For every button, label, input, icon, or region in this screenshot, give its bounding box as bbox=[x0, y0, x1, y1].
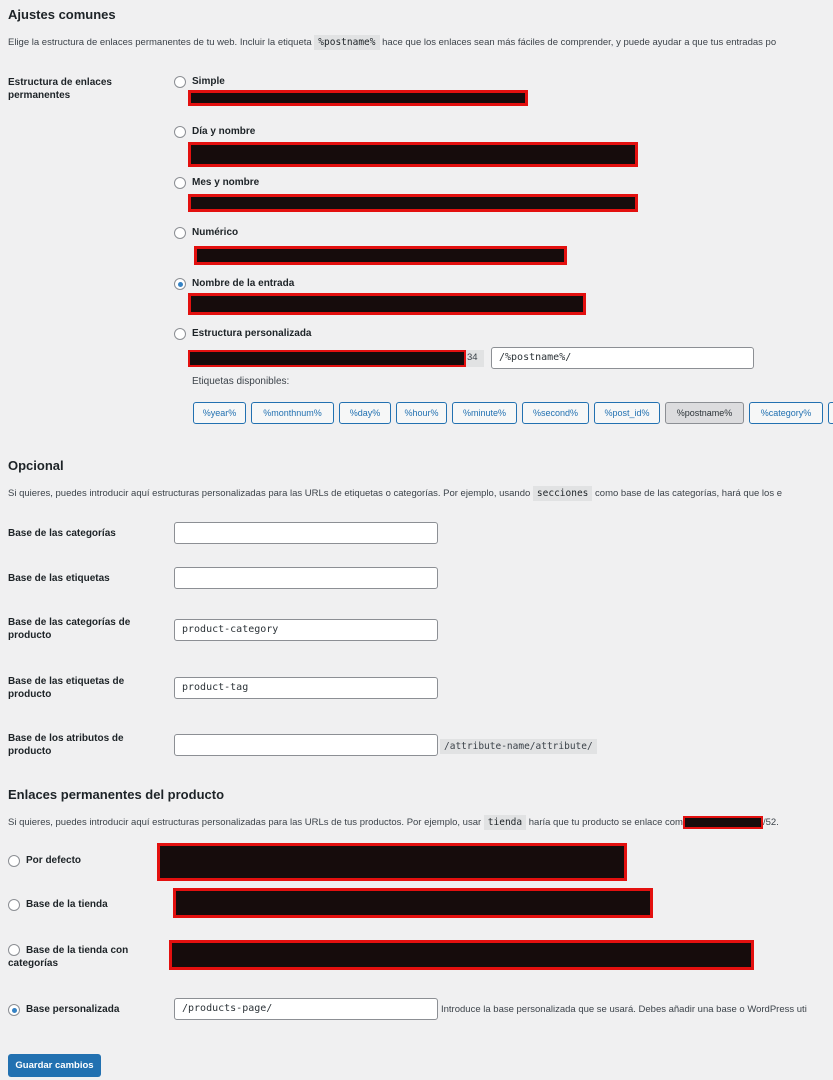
custom-prefix-tail: 34 bbox=[467, 352, 478, 363]
section-title-optional: Opcional bbox=[8, 458, 64, 473]
radio-simple[interactable] bbox=[174, 76, 186, 88]
section-title-product: Enlaces permanentes del producto bbox=[8, 787, 225, 802]
redacted-product-url bbox=[683, 816, 763, 829]
product-attribute-base-input[interactable] bbox=[174, 734, 438, 756]
product-attribute-base-label: Base de los atributos de producto bbox=[8, 733, 124, 757]
product-category-base-label: Base de las categorías de producto bbox=[8, 617, 131, 641]
product-option-shop-base-categories-label: Base de la tienda con categorías bbox=[8, 945, 129, 969]
tag-button-post-id[interactable]: %post_id% bbox=[594, 402, 660, 424]
product-tag-base-label: Base de las etiquetas de producto bbox=[8, 676, 125, 700]
redacted-shop-base-categories-url bbox=[169, 940, 754, 970]
custom-base-input[interactable]: /products-page/ bbox=[174, 998, 438, 1020]
redacted-url-numeric bbox=[194, 246, 567, 265]
option-label-simple: Simple bbox=[192, 76, 225, 87]
product-option-shop-base-label: Base de la tienda bbox=[26, 899, 108, 910]
radio-month-name[interactable] bbox=[174, 177, 186, 189]
postname-code: %postname% bbox=[314, 35, 379, 50]
save-changes-button[interactable]: Guardar cambios bbox=[8, 1054, 101, 1077]
option-label-day-name: Día y nombre bbox=[192, 126, 256, 137]
product-category-base-input[interactable]: product-category bbox=[174, 619, 438, 641]
option-label-month-name: Mes y nombre bbox=[192, 177, 260, 188]
product-tag-base-input[interactable]: product-tag bbox=[174, 677, 438, 699]
redacted-default-url bbox=[157, 843, 627, 881]
tag-base-label: Base de las etiquetas bbox=[8, 573, 110, 584]
tag-button-more[interactable] bbox=[828, 402, 833, 424]
redacted-shop-base-url bbox=[173, 888, 653, 918]
radio-product-default[interactable] bbox=[8, 855, 20, 867]
tag-button-day[interactable]: %day% bbox=[339, 402, 391, 424]
redacted-url-simple bbox=[188, 90, 528, 106]
tag-button-postname[interactable]: %postname% bbox=[665, 402, 744, 424]
tag-button-monthnum[interactable]: %monthnum% bbox=[251, 402, 334, 424]
tag-base-input[interactable] bbox=[174, 567, 438, 589]
redacted-url-post-name bbox=[188, 293, 586, 315]
tienda-code: tienda bbox=[484, 815, 526, 830]
radio-numeric[interactable] bbox=[174, 227, 186, 239]
common-description: Elige la estructura de enlaces permanentes de tu web. Incluir la etiqueta %postname% hace que los enlaces sean más fáciles de comprender, y puede ayudar a que tus entradas po bbox=[8, 37, 777, 48]
product-option-default-label: Por defecto bbox=[26, 855, 82, 866]
option-label-custom-structure: Estructura personalizada bbox=[192, 328, 312, 339]
option-label-post-name: Nombre de la entrada bbox=[192, 278, 295, 289]
section-title-common: Ajustes comunes bbox=[8, 7, 116, 22]
tag-button-year[interactable]: %year% bbox=[193, 402, 246, 424]
custom-structure-prefix bbox=[188, 350, 484, 367]
product-option-custom-base-label: Base personalizada bbox=[26, 1004, 120, 1015]
tag-button-hour[interactable]: %hour% bbox=[396, 402, 447, 424]
tag-button-category[interactable]: %category% bbox=[749, 402, 823, 424]
radio-post-name[interactable] bbox=[174, 278, 186, 290]
category-base-input[interactable] bbox=[174, 522, 438, 544]
custom-structure-input[interactable]: /%postname%/ bbox=[491, 347, 754, 369]
radio-shop-base[interactable] bbox=[8, 899, 20, 911]
radio-custom-base[interactable] bbox=[8, 1004, 20, 1016]
redacted-domain bbox=[188, 350, 466, 367]
redacted-url-month-name bbox=[188, 194, 638, 212]
secciones-code: secciones bbox=[533, 486, 592, 501]
radio-day-name[interactable] bbox=[174, 126, 186, 138]
attribute-base-suffix: /attribute-name/attribute/ bbox=[440, 739, 597, 754]
permalink-structure-label: Estructura de enlaces permanentes bbox=[8, 77, 112, 101]
tag-button-second[interactable]: %second% bbox=[522, 402, 589, 424]
available-tags-label: Etiquetas disponibles: bbox=[192, 376, 290, 387]
custom-base-hint: Introduce la base personalizada que se usará. Debes añadir una base o WordPress uti bbox=[441, 1004, 807, 1015]
category-base-label: Base de las categorías bbox=[8, 528, 116, 539]
option-label-numeric: Numérico bbox=[192, 227, 239, 238]
tag-button-minute[interactable]: %minute% bbox=[452, 402, 517, 424]
redacted-url-day-name bbox=[188, 142, 638, 167]
product-description: Si quieres, puedes introducir aquí estructuras personalizadas para las URLs de tus productos. Por ejemplo, usar tienda haría que tu producto se enlace com /52. bbox=[8, 817, 779, 829]
optional-description: Si quieres, puedes introducir aquí estructuras personalizadas para las URLs de etiquetas o categorías. Por ejemplo, usando secciones como base de las categorías, hará que los e bbox=[8, 488, 782, 499]
radio-custom-structure[interactable] bbox=[174, 328, 186, 340]
